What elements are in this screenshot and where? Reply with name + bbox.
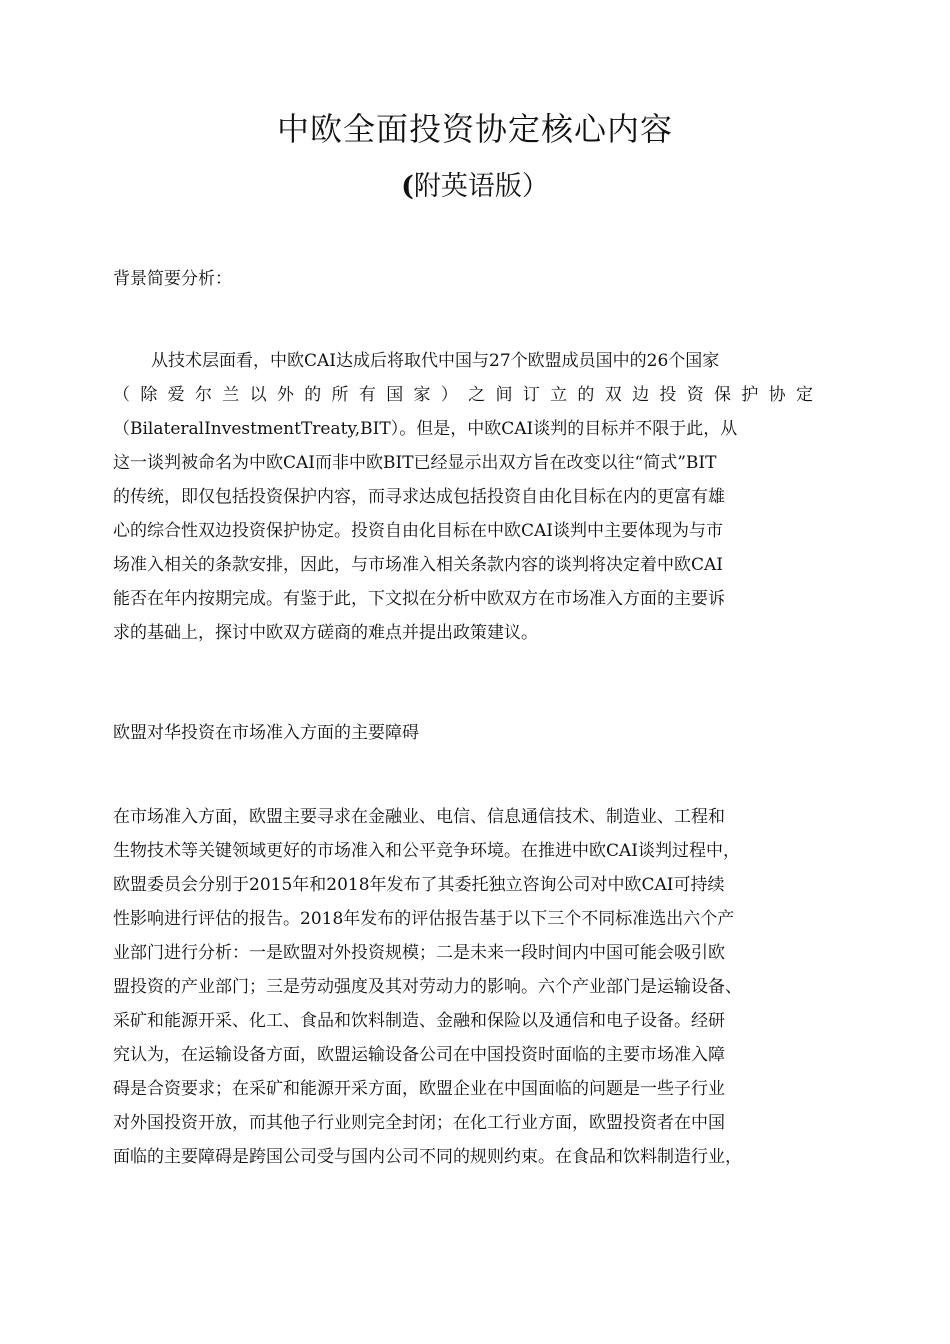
- paragraph-line: 业部门进行分析：一是欧盟对外投资规模；二是未来一段时间内中国可能会吸引欧: [113, 943, 725, 963]
- paragraph-line: 碍是合资要求；在采矿和能源开采方面，欧盟企业在中国面临的问题是一些子行业: [113, 1079, 725, 1099]
- document-title: 中欧全面投资协定核心内容: [276, 110, 673, 148]
- paragraph-line: 生物技术等关键领域更好的市场准入和公平竞争环境。在推进中欧CAI谈判过程中，: [113, 841, 740, 861]
- document-subtitle: [0, 164, 950, 203]
- paragraph-line: 这一谈判被命名为中欧CAI而非中欧BIT已经显示出双方旨在改变以往“简式”BIT: [113, 453, 717, 473]
- paragraph-technical: [113, 344, 813, 650]
- background-label: 背景简要分析：: [113, 269, 232, 289]
- paragraph-line: （ 除 爱 尔 兰 以 外 的 所 有 国 家 ） 之 间 订 立 的 双 边 投 资 保 护 协 定: [113, 385, 813, 405]
- paragraph-line: 盟投资的产业部门；三是劳动强度及其对劳动力的影响。六个产业部门是运输设备、: [113, 977, 742, 997]
- paragraph-line: 场准入相关的条款安排，因此，与市场准入相关条款内容的谈判将决定着中欧CAI: [113, 555, 723, 575]
- section-heading: 欧盟对华投资在市场准入方面的主要障碍: [113, 723, 419, 743]
- paragraph-line: 究认为，在运输设备方面，欧盟运输设备公司在中国投资时面临的主要市场准入障: [113, 1045, 725, 1065]
- paragraph-line: （BilateralInvestmentTreaty,BIT）。但是，中欧CAI谈判的目标并不限于此，从: [113, 419, 738, 439]
- paragraph-line: 在市场准入方面，欧盟主要寻求在金融业、电信、信息通信技术、制造业、工程和: [113, 807, 725, 827]
- paragraph-line: 从技术层面看，中欧CAI达成后将取代中国与27个欧盟成员国中的26个国家: [151, 351, 720, 371]
- paragraph-line: 求的基础上，探讨中欧双方磋商的难点并提出政策建议。: [113, 623, 538, 643]
- paragraph-market-access: [113, 800, 813, 1174]
- paragraph-line: 采矿和能源开采、化工、食品和饮料制造、金融和保险以及通信和电子设备。经研: [113, 1011, 725, 1031]
- paragraph-line: 性影响进行评估的报告。2018年发布的评估报告基于以下三个不同标准选出六个产: [113, 909, 735, 929]
- paragraph-line: 面临的主要障碍是跨国公司受与国内公司不同的规则约束。在食品和饮料制造行业，: [113, 1147, 742, 1167]
- paragraph-line: 心的综合性双边投资保护协定。投资自由化目标在中欧CAI谈判中主要体现为与市: [113, 521, 723, 541]
- subtitle-text: 附英语版）: [413, 171, 549, 202]
- subtitle-open-paren: (: [401, 171, 414, 202]
- paragraph-line: 的传统，即仅包括投资保护内容，而寻求达成包括投资自由化目标在内的更富有雄: [113, 487, 725, 507]
- paragraph-line: 欧盟委员会分别于2015年和2018年发布了其委托独立咨询公司对中欧CAI可持续: [113, 875, 725, 895]
- paragraph-line: 能否在年内按期完成。有鉴于此，下文拟在分析中欧双方在市场准入方面的主要诉: [113, 589, 725, 609]
- paragraph-line: 对外国投资开放，而其他子行业则完全封闭；在化工行业方面，欧盟投资者在中国: [113, 1113, 725, 1133]
